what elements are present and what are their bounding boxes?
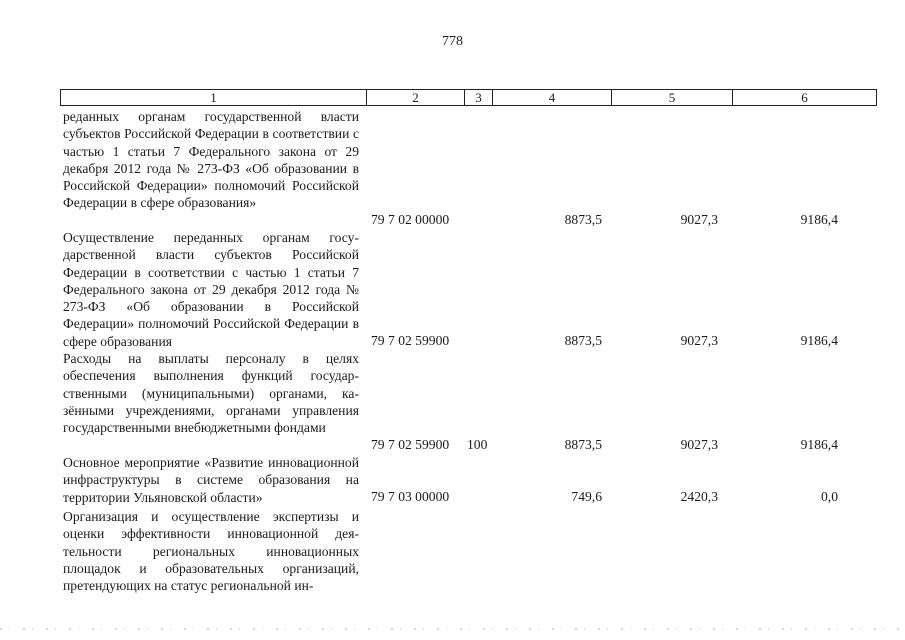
row-value-col5: 2420,3 bbox=[680, 489, 718, 504]
row-value-col5: 9027,3 bbox=[680, 333, 718, 348]
row-description: Основное мероприятие «Развитие инновационной инфраструктуры в системе образования на территории Ульяновской области» bbox=[63, 455, 359, 505]
row-description: Организация и осуществление экспертизы и оценки эффективности инновационной деятельности региональных инновационных площадок и образовательных организаций, претендующих на статус региональной ин- bbox=[63, 509, 359, 594]
row-code: 79 7 02 59900 bbox=[371, 437, 450, 452]
header-col-1: 1 bbox=[210, 90, 217, 105]
header-col-5: 5 bbox=[611, 90, 732, 105]
scan-artifact-line bbox=[0, 628, 905, 630]
row-code: 79 7 03 00000 bbox=[371, 489, 450, 504]
row-value-col4: 8873,5 bbox=[564, 212, 602, 227]
row-value-col6: 9186,4 bbox=[800, 437, 838, 452]
row-code: 79 7 02 00000 bbox=[371, 212, 450, 227]
row-value-col4: 749,6 bbox=[571, 489, 602, 504]
row-value-col6: 9186,4 bbox=[800, 212, 838, 227]
row-expense-type: 100 bbox=[467, 437, 488, 452]
header-col-2: 2 bbox=[366, 90, 464, 105]
row-value-col4: 8873,5 bbox=[564, 437, 602, 452]
row-description: Расходы на выплаты персоналу в целях обеспечения выполнения функций государственными (муниципальными) органами, казёнными учреждениями, органами управления государственными внебюджетными фондами bbox=[63, 351, 359, 436]
header-col-6: 6 bbox=[732, 90, 876, 105]
row-code: 79 7 02 59900 bbox=[371, 333, 450, 348]
row-value-col5: 9027,3 bbox=[680, 437, 718, 452]
row-value-col6: 9186,4 bbox=[800, 333, 838, 348]
row-value-col4: 8873,5 bbox=[564, 333, 602, 348]
row-value-col6: 0,0 bbox=[821, 489, 838, 504]
table-header-row bbox=[60, 89, 877, 106]
header-col-3: 3 bbox=[464, 90, 492, 105]
header-col-4: 4 bbox=[492, 90, 611, 105]
row-description: Осуществление переданных органам государственной власти субъектов Российской Федерации в соответствии с частью 1 статьи 7 Федерального закона от 29 декабря 2012 года № 273-ФЗ «Об образовании в Российской Федерации» полномочий Российской Федерации в сфере образования bbox=[63, 230, 359, 349]
page-number: 778 bbox=[442, 34, 463, 49]
row-description: реданных органам государственной власти субъектов Российской Федерации в соответствии с частью 1 статьи 7 Федерального закона от 29 декабря 2012 года № 273-ФЗ «Об образовании в Российской Федерации» полномочий Российской Федерации в сфере образования» bbox=[63, 109, 359, 211]
row-value-col5: 9027,3 bbox=[680, 212, 718, 227]
